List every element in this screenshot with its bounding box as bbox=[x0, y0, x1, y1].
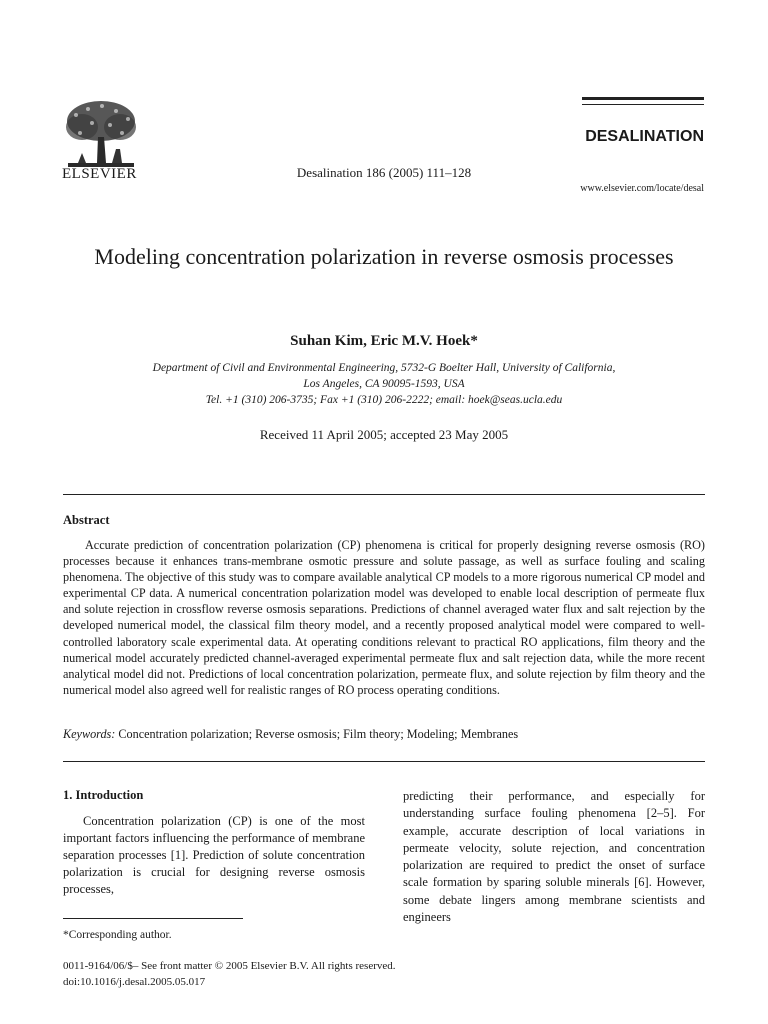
header-rule-thin bbox=[582, 104, 704, 105]
header-rule-thick bbox=[582, 97, 704, 100]
journal-url[interactable]: www.elsevier.com/locate/desal bbox=[580, 183, 704, 194]
received-dates: Received 11 April 2005; accepted 23 May 2005 bbox=[259, 427, 509, 442]
affiliation-line: Los Angeles, CA 90095-1593, USA bbox=[303, 378, 465, 390]
affiliation-line: Department of Civil and Environmental Engineering, 5732-G Boelter Hall, University of California, bbox=[152, 362, 616, 374]
contact-line: Tel. +1 (310) 206-3735; Fax +1 (310) 206-2222; email: hoek@seas.ucla.edu bbox=[205, 394, 563, 406]
author-affiliation bbox=[60, 360, 708, 408]
abstract-bottom-rule bbox=[63, 761, 705, 762]
abstract-heading: Abstract bbox=[63, 513, 110, 527]
doi-line[interactable]: doi:10.1016/j.desal.2005.05.017 bbox=[63, 976, 206, 988]
body-left-column: Concentration polarization (CP) is one of the most important factors influencing the performance of membrane separation processes [1]. Prediction of solute concentration polarization is crucial for designing reverse osmosis processes, bbox=[63, 814, 365, 896]
copyright-line: 0011-9164/06/$– See front matter © 2005 Elsevier B.V. All rights reserved. bbox=[63, 960, 396, 972]
journal-citation: Desalination 186 (2005) 111–128 bbox=[296, 165, 472, 180]
journal-name: DESALINATION bbox=[585, 128, 704, 145]
body-right-column: predicting their performance, and especially for understanding surface fouling phenomena [2–5]. For example, accurate description of local variations in permeate velocity, solute rejection, and concentration polarization are required to predict the onset of surface scale formation by sparing soluble minerals [6]. However, some debate lingers among membrane scientists and engineers bbox=[403, 789, 705, 925]
keywords-label: Keywords: bbox=[63, 727, 116, 741]
abstract-text: Accurate prediction of concentration polarization (CP) phenomena is critical for properly designing reverse osmosis (RO) processes because it enhances trans-membrane osmotic pressure and solute passage, as well as surface fouling and scaling phenomena. The objective of this study was to compare available analytical CP models to a more rigorous numerical CP model and experimental CP data. A numerical concentration polarization model was developed to enable local description of permeate flux and solute rejection in crossflow reverse osmosis separations. Predictions of channel averaged water flux and salt rejection by the developed numerical model, the classical film theory model, and a recently proposed analytical model were compared to well-controlled laboratory scale experimental data. At operating conditions relevant to practical RO applications, film theory and the numerical model accurately predicted channel-averaged experimental permeate flux and salt rejection data, while the more recent analytical model did not. Predictions of local concentration polarization, permeate flux, and solute rejection by film theory and the numerical model also agreed well for realistic ranges of RO process operating conditions. bbox=[63, 538, 705, 697]
publisher-name: ELSEVIER bbox=[62, 166, 137, 182]
footnote-rule bbox=[63, 918, 243, 919]
article-title: Modeling concentration polarization in reverse osmosis processes bbox=[94, 244, 674, 269]
article-authors: Suhan Kim, Eric M.V. Hoek* bbox=[290, 333, 478, 349]
keywords-list: Concentration polarization; Reverse osmosis; Film theory; Modeling; Membranes bbox=[118, 727, 519, 741]
keywords bbox=[63, 727, 705, 742]
corresponding-author-footnote: *Corresponding author. bbox=[63, 929, 172, 941]
abstract-top-rule bbox=[63, 494, 705, 495]
section-heading: 1. Introduction bbox=[63, 788, 144, 802]
elsevier-tree-logo bbox=[62, 97, 140, 169]
